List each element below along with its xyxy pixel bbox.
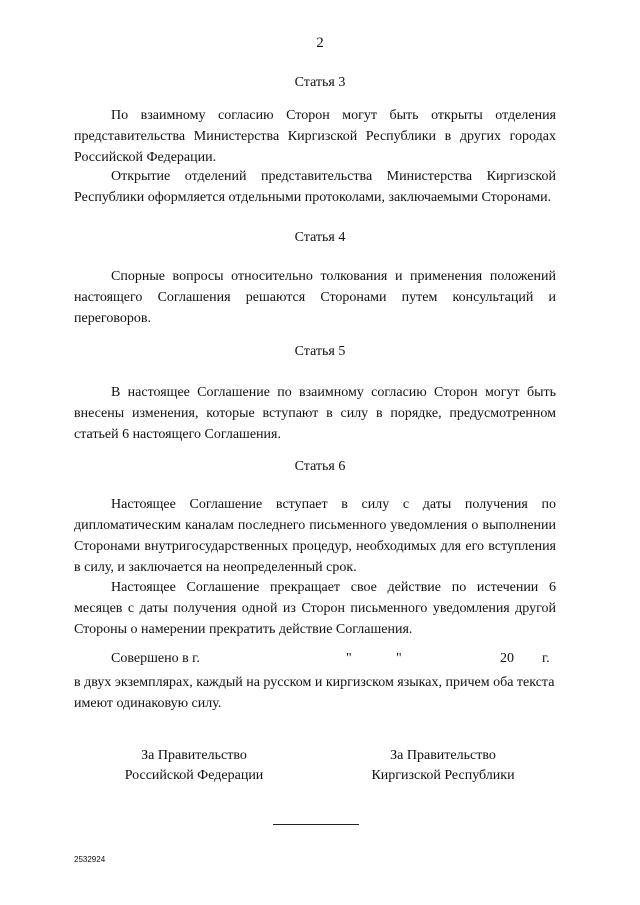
article-4-heading: Статья 4 (294, 230, 346, 245)
end-divider (273, 824, 359, 825)
signature-kyrgyzstan-line1: За Правительство (390, 748, 496, 763)
signature-russia-line1: За Правительство (141, 748, 247, 763)
done-in-continuation: в двух экземплярах, каждый на русском и киргизском языках, причем оба текста имеют одинаковую силу. (74, 675, 555, 711)
article-3-heading: Статья 3 (294, 75, 346, 90)
quote-close: " (396, 651, 402, 666)
article-3-paragraph-1: По взаимному согласию Сторон могут быть открыты отделения представительства Министерства Киргизской Республики в других городах Российской Федерации. (74, 108, 556, 165)
article-5-paragraph-1: В настоящее Соглашение по взаимному согласию Сторон могут быть внесены изменения, которые вступают в силу в порядке, предусмотренном статьей 6 настоящего Соглашения. (74, 385, 556, 442)
quote-open: " (346, 651, 352, 666)
signature-block-russia (96, 746, 292, 786)
year-prefix: 20 (500, 651, 514, 666)
article-6-paragraph-2: Настоящее Соглашение прекращает свое действие по истечении 6 месяцев с даты получения одной из Сторон письменного уведомления другой Стороны о намерении прекратить действие Соглашения. (74, 580, 556, 637)
article-3-paragraph-2: Открытие отделений представительства Министерства Киргизской Республики оформляется отдельными протоколами, заключаемыми Сторонами. (74, 169, 556, 205)
article-6-heading: Статья 6 (294, 459, 346, 474)
article-5-heading: Статья 5 (294, 344, 346, 359)
year-suffix: г. (542, 651, 550, 666)
signature-block-kyrgyzstan (345, 746, 541, 786)
article-6-paragraph-1: Настоящее Соглашение вступает в силу с даты получения по дипломатическим каналам последнего письменного уведомления о выполнении Сторонами внутригосударственных процедур, необходимых для его вступления в силу, и заключается на неопределенный срок. (74, 497, 556, 575)
document-code: 2532924 (74, 855, 106, 864)
page-number: 2 (316, 35, 324, 51)
signature-kyrgyzstan-line2: Киргизской Республики (371, 768, 515, 783)
signature-russia-line2: Российской Федерации (124, 768, 264, 783)
done-in-text: Совершено в г. (111, 651, 200, 666)
article-4-paragraph-1: Спорные вопросы относительно толкования и применения положений настоящего Соглашения решаются Сторонами путем консультаций и переговоров. (74, 269, 556, 326)
done-in-line (111, 651, 556, 672)
